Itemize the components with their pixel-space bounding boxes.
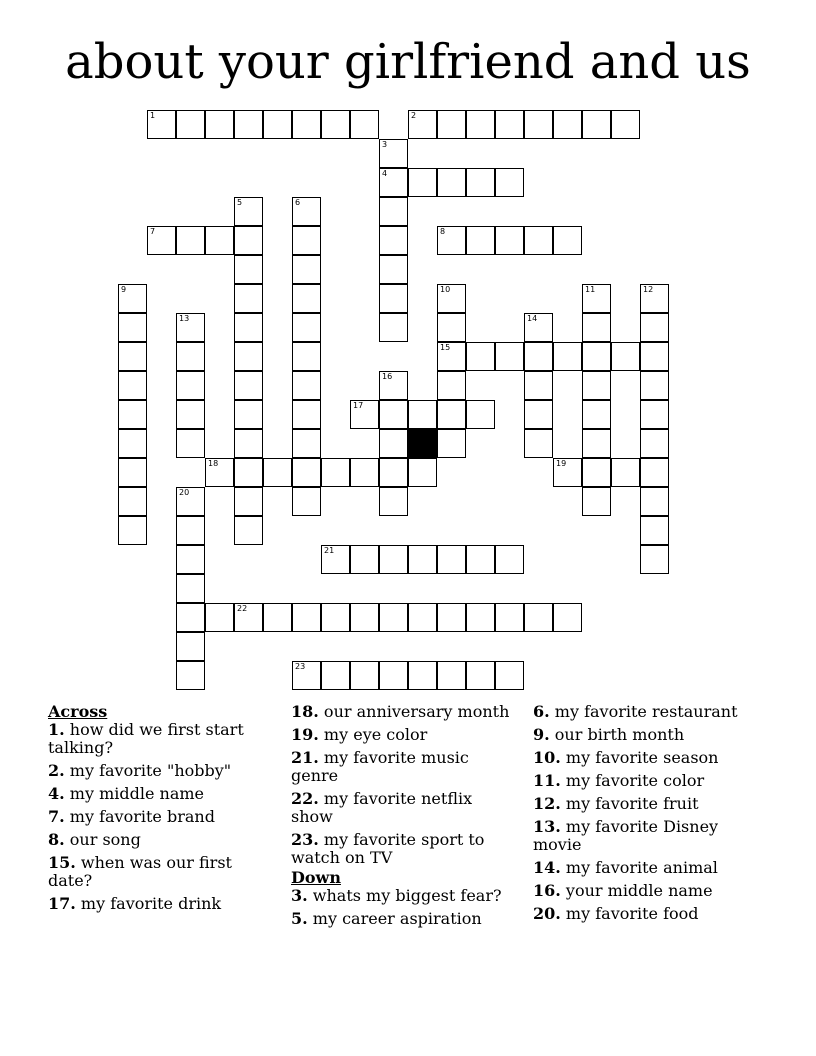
clue-item [533, 818, 758, 854]
grid-cell[interactable] [292, 458, 321, 487]
clue-item-number: 16. [533, 881, 561, 900]
clue-item-text: my favorite drink [75, 894, 222, 913]
grid-cell[interactable] [350, 545, 379, 574]
clue-item [291, 749, 516, 785]
clue-item-text: my eye color [318, 725, 428, 744]
grid-cell[interactable] [582, 400, 611, 429]
grid-cell[interactable] [466, 226, 495, 255]
clue-number: 17 [353, 401, 364, 410]
grid-cell[interactable] [234, 313, 263, 342]
grid-cell[interactable] [466, 110, 495, 139]
grid-cell[interactable] [466, 603, 495, 632]
grid-cell[interactable] [234, 487, 263, 516]
across-heading: Across [48, 702, 108, 721]
grid-cell[interactable] [582, 371, 611, 400]
grid-cell[interactable] [553, 342, 582, 371]
clue-item [533, 882, 758, 900]
grid-cell[interactable] [176, 632, 205, 661]
grid-cell[interactable] [466, 342, 495, 371]
grid-cell[interactable] [234, 226, 263, 255]
grid-cell[interactable] [292, 313, 321, 342]
clue-item-number: 3. [291, 886, 308, 905]
grid-cell[interactable] [437, 313, 466, 342]
grid-cell[interactable] [582, 110, 611, 139]
clue-item-text: my favorite food [560, 904, 699, 923]
clue-item [48, 831, 273, 849]
grid-cell[interactable] [495, 110, 524, 139]
grid-cell[interactable] [176, 110, 205, 139]
clue-number: 14 [527, 314, 538, 323]
clue-number: 21 [324, 546, 335, 555]
grid-cell[interactable] [205, 226, 234, 255]
clue-list [48, 703, 768, 1003]
grid-cell[interactable] [292, 487, 321, 516]
grid-cell[interactable] [205, 603, 234, 632]
clue-item [291, 831, 516, 867]
clue-item-number: 7. [48, 807, 65, 826]
clue-item [533, 749, 758, 767]
grid-cell[interactable] [582, 429, 611, 458]
grid-cell[interactable] [640, 516, 669, 545]
clue-number: 12 [643, 285, 654, 294]
clue-number: 18 [208, 459, 219, 468]
clue-item [533, 703, 758, 721]
grid-cell[interactable] [611, 110, 640, 139]
clue-item-text: my career aspiration [307, 909, 482, 928]
grid-cell[interactable] [379, 603, 408, 632]
grid-cell[interactable] [118, 342, 147, 371]
clue-item-text: my middle name [64, 784, 205, 803]
grid-cell[interactable] [524, 603, 553, 632]
grid-cell[interactable] [205, 110, 234, 139]
grid-cell[interactable] [408, 458, 437, 487]
grid-cell[interactable] [582, 458, 611, 487]
grid-cell[interactable] [582, 342, 611, 371]
clue-item-text: your middle name [560, 881, 713, 900]
clue-item-text: my favorite Disney movie [533, 817, 719, 854]
grid-cell[interactable] [234, 516, 263, 545]
grid-cell[interactable] [350, 661, 379, 690]
grid-cell[interactable] [118, 516, 147, 545]
grid-cell[interactable] [292, 371, 321, 400]
grid-cell[interactable] [437, 226, 466, 255]
grid-cell[interactable] [263, 110, 292, 139]
grid-cell[interactable] [640, 342, 669, 371]
grid-cell[interactable] [379, 400, 408, 429]
grid-cell[interactable] [640, 371, 669, 400]
grid-cell[interactable] [292, 255, 321, 284]
grid-cell[interactable] [350, 110, 379, 139]
grid-cell[interactable] [292, 284, 321, 313]
grid-cell[interactable] [495, 661, 524, 690]
clue-item [291, 703, 516, 721]
clue-item-number: 23. [291, 830, 319, 849]
grid-cell[interactable] [437, 429, 466, 458]
grid-cell[interactable] [640, 400, 669, 429]
clue-item-text: my favorite netflix show [291, 789, 473, 826]
grid-cell[interactable] [234, 284, 263, 313]
clue-column-1 [48, 703, 273, 918]
clue-number: 3 [382, 140, 388, 149]
grid-cell[interactable] [466, 400, 495, 429]
grid-cell[interactable] [292, 603, 321, 632]
clue-item-number: 2. [48, 761, 65, 780]
clue-number: 13 [179, 314, 190, 323]
grid-cell[interactable] [524, 313, 553, 342]
grid-cell[interactable] [495, 342, 524, 371]
grid-cell[interactable] [176, 313, 205, 342]
clue-item-text: my favorite "hobby" [64, 761, 232, 780]
grid-cell[interactable] [379, 226, 408, 255]
clue-item-text: my favorite color [560, 771, 705, 790]
clue-column-3 [533, 703, 758, 928]
clue-item [48, 895, 273, 913]
grid-cell[interactable] [495, 545, 524, 574]
grid-cell[interactable] [176, 545, 205, 574]
grid-cell[interactable] [640, 458, 669, 487]
grid-cell[interactable] [234, 458, 263, 487]
clue-item-text: our birth month [549, 725, 685, 744]
grid-cell[interactable] [234, 400, 263, 429]
clue-item [48, 762, 273, 780]
grid-cell[interactable] [582, 487, 611, 516]
clue-item-number: 19. [291, 725, 319, 744]
grid-cell[interactable] [495, 168, 524, 197]
clue-number: 5 [237, 198, 243, 207]
clue-item [48, 785, 273, 803]
grid-cell[interactable] [321, 110, 350, 139]
clue-item [533, 726, 758, 744]
grid-cell[interactable] [118, 313, 147, 342]
clue-item-text: my favorite restaurant [549, 702, 738, 721]
clue-item [48, 854, 273, 890]
grid-cell[interactable] [553, 603, 582, 632]
grid-cell[interactable] [640, 313, 669, 342]
grid-cell[interactable] [205, 458, 234, 487]
grid-cell[interactable] [466, 168, 495, 197]
clue-number: 7 [150, 227, 156, 236]
grid-cell[interactable] [147, 110, 176, 139]
grid-cell[interactable] [292, 226, 321, 255]
clue-number: 11 [585, 285, 596, 294]
grid-cell[interactable] [466, 661, 495, 690]
clue-item-number: 11. [533, 771, 561, 790]
grid-cell[interactable] [553, 110, 582, 139]
clue-number: 22 [237, 604, 248, 613]
clue-item-text: whats my biggest fear? [307, 886, 502, 905]
grid-cell[interactable] [350, 400, 379, 429]
grid-block [408, 429, 437, 458]
grid-cell[interactable] [292, 342, 321, 371]
grid-cell[interactable] [379, 661, 408, 690]
grid-cell[interactable] [408, 603, 437, 632]
clue-item [291, 887, 516, 905]
grid-cell[interactable] [234, 429, 263, 458]
grid-cell[interactable] [408, 545, 437, 574]
clue-item-text: my favorite fruit [560, 794, 699, 813]
clue-item-number: 10. [533, 748, 561, 767]
clue-number: 8 [440, 227, 446, 236]
grid-cell[interactable] [118, 487, 147, 516]
clue-item-text: my favorite brand [64, 807, 215, 826]
clue-item [291, 790, 516, 826]
clue-number: 1 [150, 111, 156, 120]
grid-cell[interactable] [437, 110, 466, 139]
clue-item [533, 859, 758, 877]
grid-cell[interactable] [176, 342, 205, 371]
clue-item-text: my favorite animal [560, 858, 718, 877]
clue-item-text: how did we first start talking? [48, 720, 244, 757]
grid-cell[interactable] [379, 458, 408, 487]
grid-cell[interactable] [640, 429, 669, 458]
grid-cell[interactable] [118, 458, 147, 487]
clue-item-number: 13. [533, 817, 561, 836]
clue-item-text: my favorite music genre [291, 748, 469, 785]
grid-cell[interactable] [379, 429, 408, 458]
grid-cell[interactable] [118, 400, 147, 429]
grid-cell[interactable] [553, 226, 582, 255]
grid-cell[interactable] [437, 661, 466, 690]
grid-cell[interactable] [379, 197, 408, 226]
grid-cell[interactable] [234, 110, 263, 139]
clue-item-number: 20. [533, 904, 561, 923]
grid-cell[interactable] [466, 545, 495, 574]
grid-cell[interactable] [408, 168, 437, 197]
clue-number: 10 [440, 285, 451, 294]
clue-item-number: 4. [48, 784, 65, 803]
clue-number: 16 [382, 372, 393, 381]
grid-cell[interactable] [292, 110, 321, 139]
clue-item [291, 910, 516, 928]
grid-cell[interactable] [118, 284, 147, 313]
clue-item-text: when was our first date? [48, 853, 232, 890]
grid-cell[interactable] [524, 371, 553, 400]
grid-cell[interactable] [234, 371, 263, 400]
clue-item-number: 5. [291, 909, 308, 928]
clue-item-text: our song [64, 830, 141, 849]
grid-cell[interactable] [640, 284, 669, 313]
grid-cell[interactable] [524, 110, 553, 139]
clue-number: 15 [440, 343, 451, 352]
grid-cell[interactable] [263, 458, 292, 487]
clue-number: 6 [295, 198, 301, 207]
grid-cell[interactable] [176, 661, 205, 690]
grid-cell[interactable] [437, 342, 466, 371]
grid-cell[interactable] [437, 545, 466, 574]
clue-number: 9 [121, 285, 127, 294]
grid-cell[interactable] [495, 603, 524, 632]
grid-cell[interactable] [292, 197, 321, 226]
clue-item [291, 726, 516, 744]
grid-cell[interactable] [176, 226, 205, 255]
puzzle-title: about your girlfriend and us [65, 34, 751, 90]
grid-cell[interactable] [379, 371, 408, 400]
grid-cell[interactable] [379, 487, 408, 516]
clue-item-number: 21. [291, 748, 319, 767]
down-heading: Down [291, 868, 341, 887]
clue-number: 19 [556, 459, 567, 468]
clue-number: 2 [411, 111, 417, 120]
clue-item-number: 9. [533, 725, 550, 744]
grid-cell[interactable] [524, 429, 553, 458]
grid-cell[interactable] [292, 400, 321, 429]
clue-item-number: 8. [48, 830, 65, 849]
grid-cell[interactable] [379, 168, 408, 197]
grid-cell[interactable] [176, 487, 205, 516]
grid-cell[interactable] [408, 400, 437, 429]
grid-cell[interactable] [408, 661, 437, 690]
grid-cell[interactable] [176, 400, 205, 429]
grid-cell[interactable] [611, 458, 640, 487]
clue-column-2 [291, 703, 516, 933]
clue-item-number: 6. [533, 702, 550, 721]
grid-cell[interactable] [553, 458, 582, 487]
grid-cell[interactable] [118, 371, 147, 400]
grid-cell[interactable] [437, 284, 466, 313]
grid-cell[interactable] [321, 661, 350, 690]
clue-item-text: my favorite season [560, 748, 719, 767]
grid-cell[interactable] [437, 603, 466, 632]
grid-cell[interactable] [292, 429, 321, 458]
grid-cell[interactable] [234, 603, 263, 632]
grid-cell[interactable] [118, 429, 147, 458]
clue-item-number: 12. [533, 794, 561, 813]
grid-cell[interactable] [176, 516, 205, 545]
grid-cell[interactable] [437, 400, 466, 429]
grid-cell[interactable] [582, 284, 611, 313]
grid-cell[interactable] [437, 168, 466, 197]
clue-item [533, 905, 758, 923]
grid-cell[interactable] [234, 197, 263, 226]
grid-cell[interactable] [379, 284, 408, 313]
grid-cell[interactable] [408, 110, 437, 139]
clue-item-number: 18. [291, 702, 319, 721]
grid-cell[interactable] [379, 313, 408, 342]
grid-cell[interactable] [176, 603, 205, 632]
grid-cell[interactable] [350, 458, 379, 487]
clue-item [533, 772, 758, 790]
grid-cell[interactable] [263, 603, 292, 632]
grid-cell[interactable] [176, 429, 205, 458]
grid-cell[interactable] [611, 342, 640, 371]
grid-cell[interactable] [379, 255, 408, 284]
clue-item-text: my favorite sport to watch on TV [291, 830, 485, 867]
grid-cell[interactable] [524, 400, 553, 429]
grid-cell[interactable] [321, 458, 350, 487]
grid-cell[interactable] [379, 139, 408, 168]
grid-cell[interactable] [379, 545, 408, 574]
grid-cell[interactable] [582, 313, 611, 342]
clue-item [48, 721, 273, 757]
grid-cell[interactable] [437, 371, 466, 400]
grid-cell[interactable] [350, 603, 379, 632]
grid-cell[interactable] [524, 226, 553, 255]
grid-cell[interactable] [495, 226, 524, 255]
grid-cell[interactable] [292, 661, 321, 690]
grid-cell[interactable] [147, 226, 176, 255]
grid-cell[interactable] [640, 487, 669, 516]
clue-number: 4 [382, 169, 388, 178]
clue-item-number: 14. [533, 858, 561, 877]
clue-item-number: 15. [48, 853, 76, 872]
grid-cell[interactable] [234, 342, 263, 371]
grid-cell[interactable] [234, 255, 263, 284]
clue-item-number: 22. [291, 789, 319, 808]
grid-cell[interactable] [321, 603, 350, 632]
clue-number: 23 [295, 662, 306, 671]
clue-number: 20 [179, 488, 190, 497]
grid-cell[interactable] [640, 545, 669, 574]
clue-item-number: 17. [48, 894, 76, 913]
clue-item [48, 808, 273, 826]
grid-cell[interactable] [176, 371, 205, 400]
grid-cell[interactable] [176, 574, 205, 603]
grid-cell[interactable] [524, 342, 553, 371]
grid-cell[interactable] [321, 545, 350, 574]
clue-item [533, 795, 758, 813]
clue-item-number: 1. [48, 720, 65, 739]
clue-item-text: our anniversary month [318, 702, 510, 721]
